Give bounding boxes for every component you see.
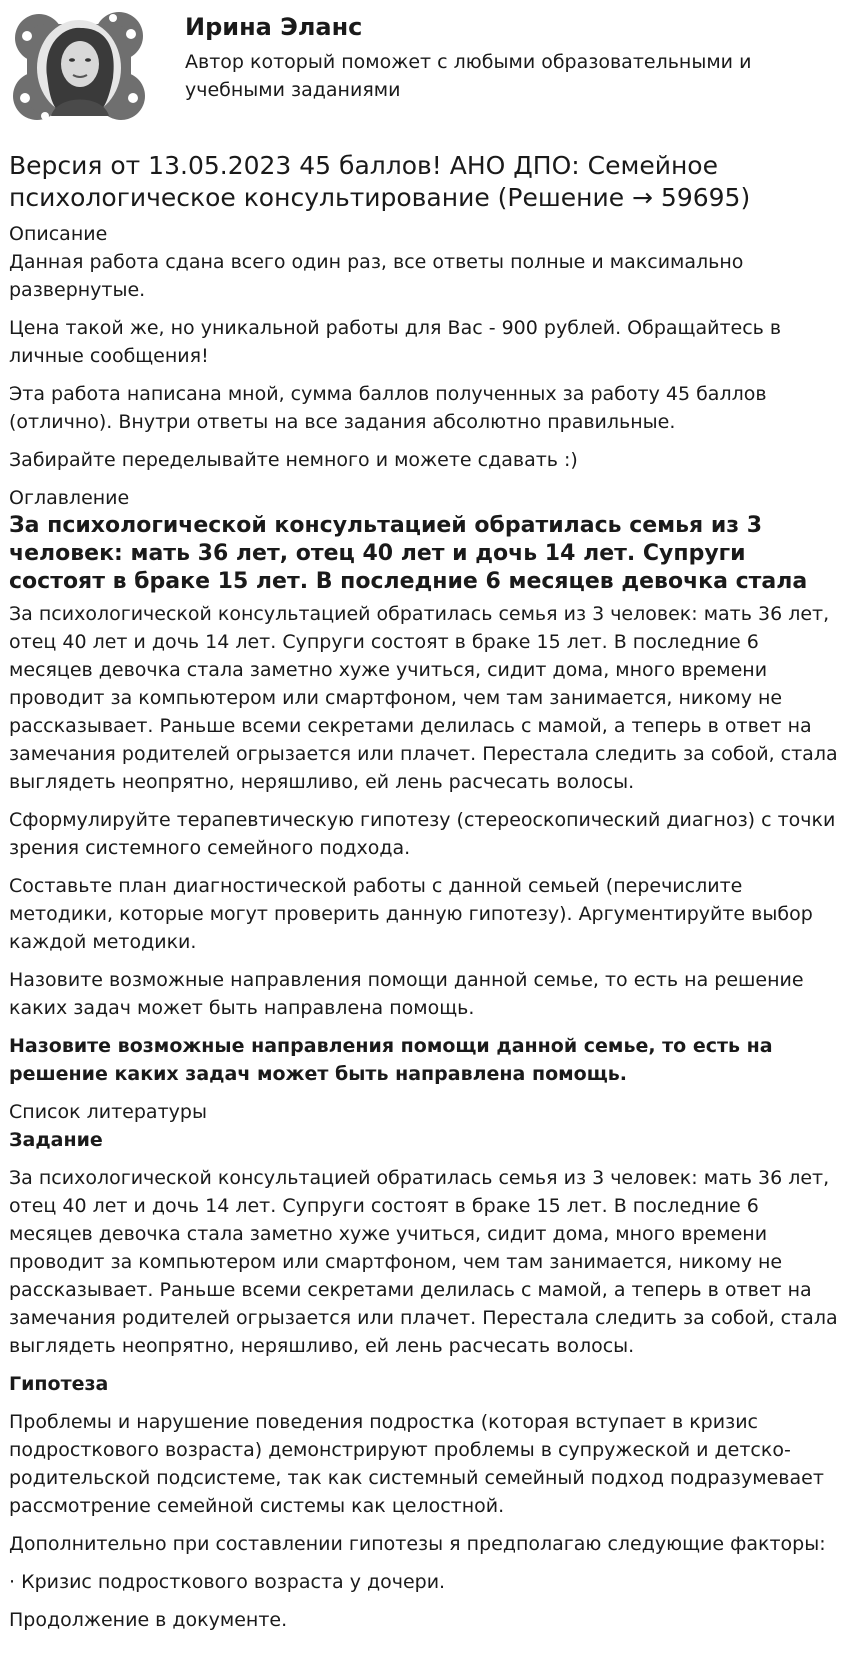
toc-paragraph-4: Назовите возможные направления помощи данной семье, то есть на решение каких задач может быть направлена помощь. (9, 969, 804, 1019)
author-bio: Автор который поможет с любыми образовательными и учебными заданиями (185, 51, 752, 101)
hypothesis-paragraph-3: · Кризис подросткового возраста у дочери. (9, 1571, 446, 1593)
author-info (185, 6, 838, 104)
task-text: За психологической консультацией обратилась семья из 3 человек: мать 36 лет, отец 40 лет и дочь 14 лет. Супруги состоят в браке 15 лет. В последние 6 месяцев девочка стала заметно хуже учиться, сидит дома, много времени проводит за компьютером или смартфоном, чем там занимается, никому не рассказывает. Раньше всеми секретами делилась с мамой, а теперь в ответ на замечания родителей огрызается или плачет. Перестала следить за собой, стала выглядеть неопрятно, неряшливо, ей лень расчесать волосы. (9, 1167, 838, 1357)
toc-paragraph-1: За психологической консультацией обратилась семья из 3 человек: мать 36 лет, отец 40 лет и дочь 14 лет. Супруги состоят в браке 15 лет. В последние 6 месяцев девочка стала заметно хуже учиться, сидит дома, много времени проводит за компьютером или смартфоном, чем там занимается, никому не рассказывает. Раньше всеми секретами делилась с мамой, а теперь в ответ на замечания родителей огрызается или плачет. Перестала следить за собой, стала выглядеть неопрятно, неряшливо, ей лень расчесать волосы. (9, 603, 838, 793)
hypothesis-heading: Гипотеза (9, 1373, 109, 1395)
author-photo-avatar[interactable] (9, 6, 149, 126)
toc-paragraph-2: Сформулируйте терапевтическую гипотезу (стереоскопический диагноз) с точки зрения системного семейного подхода. (9, 809, 836, 859)
page-title: Версия от 13.05.2023 45 баллов! АНО ДПО: Семейное психологическое консультирование (Решение → 59695) (9, 151, 751, 212)
author-block (9, 6, 838, 134)
toc-heading: За психологической консультацией обратилась семья из 3 человек: мать 36 лет, отец 40 лет и дочь 14 лет. Супруги состоят в браке 15 лет. В последние 6 месяцев девочка стала (9, 513, 808, 594)
description-paragraph-2: Цена такой же, но уникальной работы для Вас - 900 рублей. Обращайтесь в личные сообщения! (9, 317, 782, 367)
hypothesis-paragraph-2: Дополнительно при составлении гипотезы я предполагаю следующие факторы: (9, 1533, 826, 1555)
literature-label: Список литературы (9, 1101, 207, 1123)
description-paragraph-3: Эта работа написана мной, сумма баллов полученных за работу 45 баллов (отлично). Внутри ответы на все задания абсолютно правильные. (9, 383, 767, 433)
description-paragraph-1: Данная работа сдана всего один раз, все ответы полные и максимально развернутые. (9, 251, 744, 301)
avatar-frame-icon (9, 6, 149, 126)
toc-bold-paragraph: Назовите возможные направления помощи данной семье, то есть на решение каких задач может быть направлена помощь. (9, 1035, 773, 1085)
toc-paragraph-3: Составьте план диагностической работы с данной семьей (перечислите методики, которые могут проверить данную гипотезу). Аргументируйте выбор каждой методики. (9, 875, 813, 953)
task-heading: Задание (9, 1129, 103, 1151)
hypothesis-paragraph-1: Проблемы и нарушение поведения подростка (которая вступает в кризис подросткового возраста) демонстрируют проблемы в супружеской и детско-родительской подсистеме, так как системный семейный подход подразумевает рассмотрение семейной системы как целостной. (9, 1411, 824, 1517)
description-paragraph-4: Забирайте переделывайте немного и можете сдавать :) (9, 449, 578, 471)
toc-label: Оглавление (9, 487, 130, 509)
description-label: Описание (9, 223, 108, 245)
continuation-text: Продолжение в документе. (9, 1609, 288, 1631)
author-name[interactable]: Ирина Эланс (185, 13, 363, 41)
